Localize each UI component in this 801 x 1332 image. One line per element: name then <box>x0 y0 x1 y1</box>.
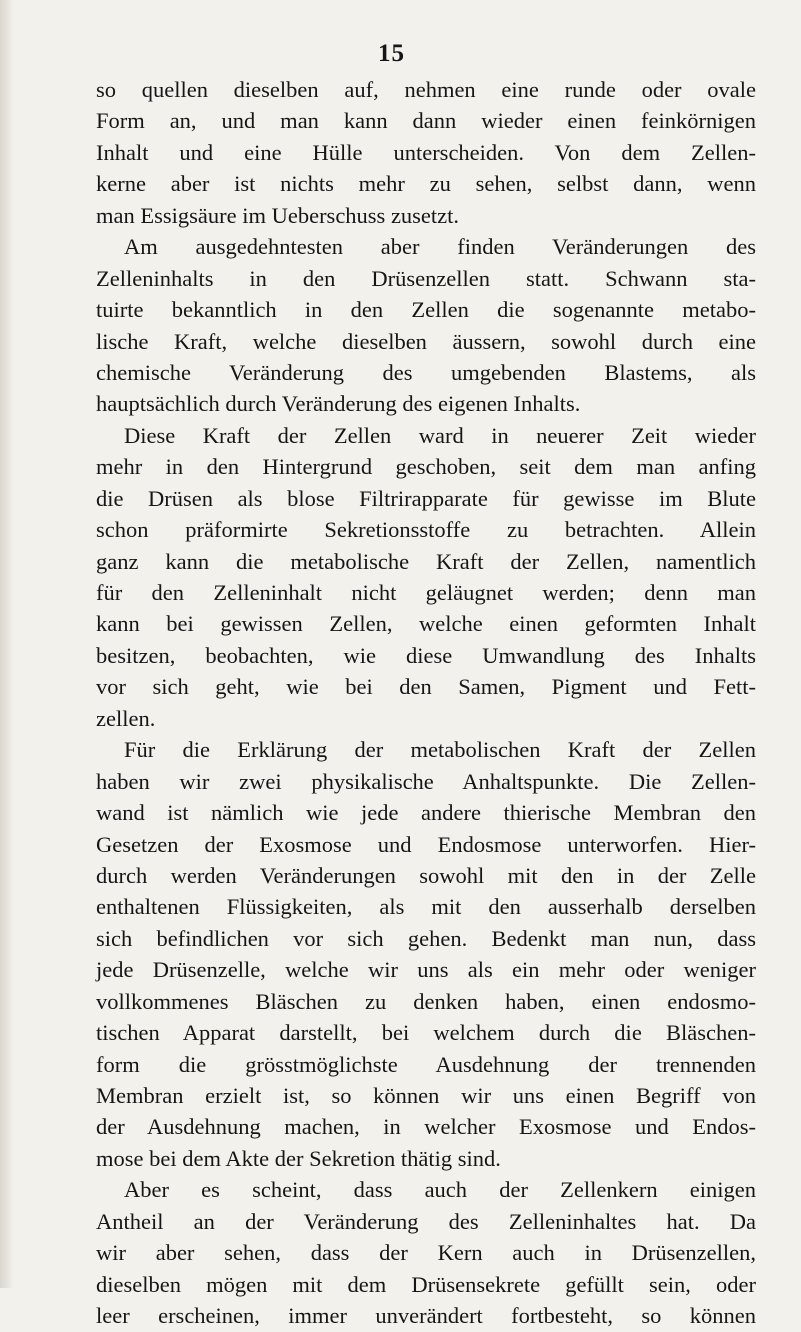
text-line: chemische Veränderung des umgebenden Blastems, als <box>96 359 756 385</box>
text-line: Membran erzielt ist, so können wir uns einen Begriff von <box>96 1083 756 1108</box>
text-line: jede Drüsenzelle, welche wir uns als ein mehr oder weniger <box>96 957 756 983</box>
text-line: Antheil an der Veränderung des Zelleninhaltes hat. Da <box>96 1208 756 1234</box>
text-line: die Drüsen als blose Filtrirapparate für gewisse im Blute <box>96 485 756 511</box>
text-line: kerne aber ist nichts mehr zu sehen, selbst dann, wenn <box>96 171 756 197</box>
text-line: tuirte bekanntlich in den Zellen die sogenannte metabo- <box>96 297 756 323</box>
text-line: leer erscheinen, immer unverändert fortbesteht, so können <box>96 1303 756 1329</box>
text-line: so quellen dieselben auf, nehmen eine runde oder ovale <box>96 77 756 102</box>
text-line: Form an, und man kann dann wieder einen feinkörnigen <box>96 108 756 134</box>
text-line: mehr in den Hintergrund geschoben, seit dem man anfing <box>96 454 756 480</box>
text-line: Zelleninhalts in den Drüsenzellen statt. Schwann sta- <box>96 265 756 291</box>
text-line: tischen Apparat darstellt, bei welchem durch die Bläschen- <box>96 1020 756 1046</box>
text-line: enthaltenen Flüssigkeiten, als mit den ausserhalb derselben <box>96 894 756 920</box>
text-line: kann bei gewissen Zellen, welche einen geformten Inhalt <box>96 611 756 637</box>
text-line: form die grösstmöglichste Ausdehnung der trennenden <box>96 1051 756 1077</box>
text-line: Inhalt und eine Hülle unterscheiden. Von dem Zellen- <box>96 139 756 165</box>
text-line: ganz kann die metabolische Kraft der Zellen, namentlich <box>96 548 756 574</box>
text-line: Am ausgedehntesten aber finden Veränderungen des <box>124 234 756 260</box>
text-line: Aber es scheint, dass auch der Zellenkern einigen <box>124 1177 756 1203</box>
text-line: mose bei dem Akte der Sekretion thätig sind. <box>96 1145 501 1171</box>
text-line: wir aber sehen, dass der Kern auch in Drüsenzellen, <box>96 1240 756 1266</box>
body-text <box>96 74 756 1332</box>
text-line: besitzen, beobachten, wie diese Umwandlung des Inhalts <box>96 642 756 668</box>
text-line: wand ist nämlich wie jede andere thierische Membran den <box>96 800 756 826</box>
text-line: sich befindlichen vor sich gehen. Bedenkt man nun, dass <box>96 925 756 951</box>
text-line: man Essigsäure im Ueberschuss zusetzt. <box>96 202 460 228</box>
text-line: haben wir zwei physikalische Anhaltspunkte. Die Zellen- <box>96 768 756 794</box>
text-line: vor sich geht, wie bei den Samen, Pigment und Fett- <box>96 674 756 700</box>
text-line: der Ausdehnung machen, in welcher Exosmose und Endos- <box>96 1114 756 1140</box>
page-number: 15 <box>378 40 405 67</box>
text-line: durch werden Veränderungen sowohl mit den in der Zelle <box>96 862 756 888</box>
binding-shadow <box>0 0 14 1288</box>
text-line: schon präformirte Sekretionsstoffe zu betrachten. Allein <box>96 517 756 543</box>
text-line: hauptsächlich durch Veränderung des eigenen Inhalts. <box>96 391 581 417</box>
text-line: lische Kraft, welche dieselben äussern, sowohl durch eine <box>96 328 756 354</box>
text-line: vollkommenes Bläschen zu denken haben, einen endosmo- <box>96 988 756 1014</box>
text-line: Gesetzen der Exosmose und Endosmose unterworfen. Hier- <box>96 831 756 857</box>
text-line: Diese Kraft der Zellen ward in neuerer Zeit wieder <box>124 422 756 448</box>
text-line: zellen. <box>96 705 156 731</box>
text-line: für den Zelleninhalt nicht geläugnet werden; denn man <box>96 580 756 605</box>
text-line: dieselben mögen mit dem Drüsensekrete gefüllt sein, oder <box>96 1271 756 1297</box>
text-line: Für die Erklärung der metabolischen Kraft der Zellen <box>124 737 756 763</box>
